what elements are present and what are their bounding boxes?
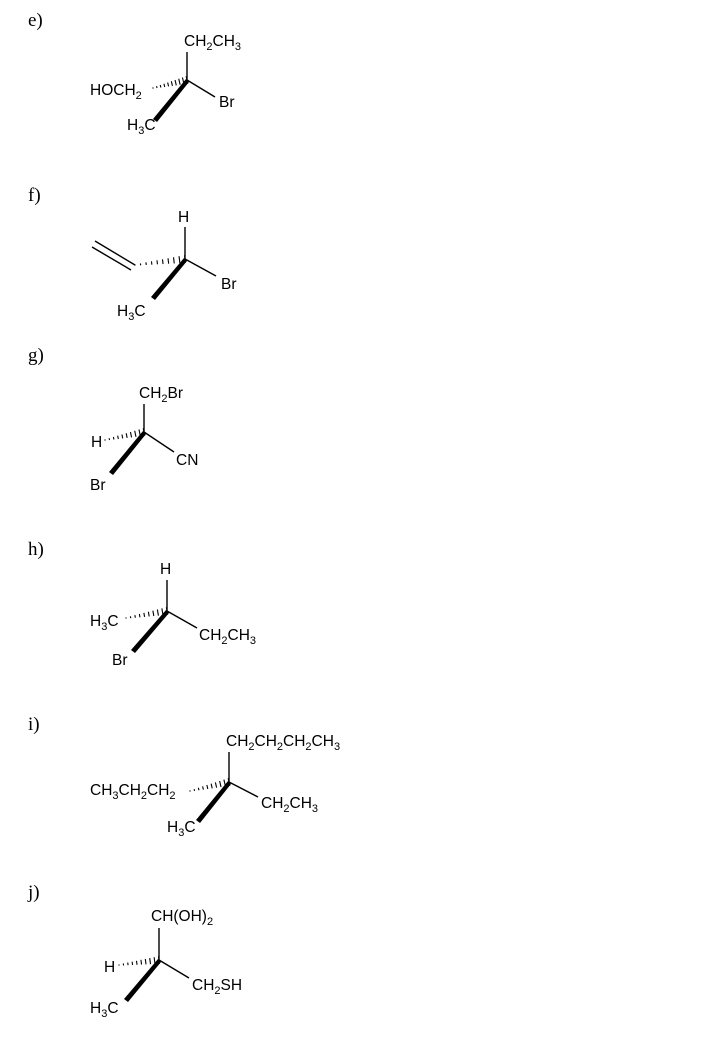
- structure-h: [28, 539, 256, 669]
- group-g-right: CN: [176, 452, 199, 469]
- bond-g-right: [144, 432, 174, 452]
- group-i-right: $CH_2CH_3$: [261, 795, 319, 815]
- hash-stroke: [168, 258, 169, 263]
- hash-stroke: [160, 85, 161, 88]
- group-h-top: H: [160, 561, 172, 578]
- hash-stroke: [179, 256, 180, 263]
- label-h: h): [28, 539, 44, 560]
- hash-stroke: [179, 79, 180, 85]
- hash-stroke: [174, 257, 175, 263]
- group-i-bottom: $H_3C$: [167, 819, 196, 839]
- bond-f-right: [185, 259, 216, 276]
- group-h-left: $H_3C$: [90, 613, 119, 633]
- group-h-bottom: Br: [112, 652, 128, 669]
- hash-stroke: [198, 788, 199, 791]
- hash-stroke: [135, 431, 136, 437]
- bond-e-right: [187, 80, 215, 97]
- wedge-bond-h: [131, 610, 169, 653]
- group-g-left: H: [91, 434, 103, 451]
- group-j-bottom: $H_3C$: [90, 1000, 119, 1020]
- hash-stroke: [164, 84, 165, 87]
- hashed-bond-j: [119, 956, 160, 965]
- structure-j: [27, 882, 242, 1020]
- structure-f: [28, 185, 237, 323]
- structure-g: [28, 345, 198, 494]
- structure-e: [28, 10, 241, 137]
- hash-stroke: [145, 959, 146, 964]
- hash-stroke: [203, 786, 204, 789]
- hash-stroke: [207, 785, 208, 789]
- hash-stroke: [126, 433, 127, 438]
- hash-stroke: [220, 781, 221, 787]
- hash-stroke: [153, 611, 154, 616]
- group-i-left: $CH_3CH_2CH_2$: [90, 782, 176, 802]
- hash-stroke: [130, 432, 131, 437]
- group-g-bottom: Br: [90, 477, 106, 494]
- hashed-bond-f: [135, 255, 186, 265]
- group-i-top: $CH_2CH_2CH_2CH_3$: [226, 733, 341, 753]
- group-f-right: Br: [221, 276, 237, 293]
- label-g: g): [28, 345, 44, 366]
- group-e-left: $HOCH_2$: [90, 82, 142, 102]
- group-e-top: $CH_2CH_3$: [184, 33, 242, 53]
- hash-stroke: [211, 784, 212, 789]
- group-f-bottom: $H_3C$: [117, 303, 146, 323]
- bond-i-right: [229, 782, 258, 797]
- group-f-top: H: [178, 209, 190, 226]
- label-i: i): [28, 714, 40, 735]
- group-e-bottom: $H_3C$: [127, 117, 156, 137]
- wedge-bond-f: [151, 258, 187, 300]
- hash-stroke: [118, 436, 119, 439]
- hash-stroke: [148, 612, 149, 617]
- hash-stroke: [171, 81, 172, 86]
- bond-j-right: [159, 960, 189, 978]
- hash-stroke: [157, 610, 158, 616]
- wedge-bond-i: [196, 781, 231, 823]
- group-j-left: H: [104, 959, 116, 976]
- label-j: j): [28, 882, 40, 903]
- bond-h-right: [167, 611, 197, 628]
- structure-i: [28, 714, 340, 839]
- label-e: e): [28, 10, 43, 31]
- hash-stroke: [139, 614, 140, 617]
- group-j-top: $CH(OH)_2$: [151, 908, 214, 928]
- group-g-top: $CH_2Br$: [139, 385, 184, 405]
- hash-stroke: [144, 613, 145, 617]
- hash-stroke: [122, 434, 123, 438]
- hash-stroke: [150, 958, 151, 964]
- wedge-bond-j: [124, 959, 161, 1002]
- hash-stroke: [137, 961, 138, 965]
- wedge-bond-e: [153, 79, 189, 122]
- hash-stroke: [168, 82, 169, 86]
- hash-stroke: [141, 960, 142, 965]
- hash-stroke: [113, 437, 114, 440]
- group-e-right: Br: [219, 94, 235, 111]
- hash-stroke: [175, 80, 176, 85]
- label-f: f): [28, 185, 41, 206]
- group-h-right: $CH_2CH_3$: [199, 627, 257, 647]
- hash-stroke: [162, 259, 163, 264]
- hash-stroke: [215, 782, 216, 787]
- group-j-right: $CH_2SH$: [192, 977, 243, 997]
